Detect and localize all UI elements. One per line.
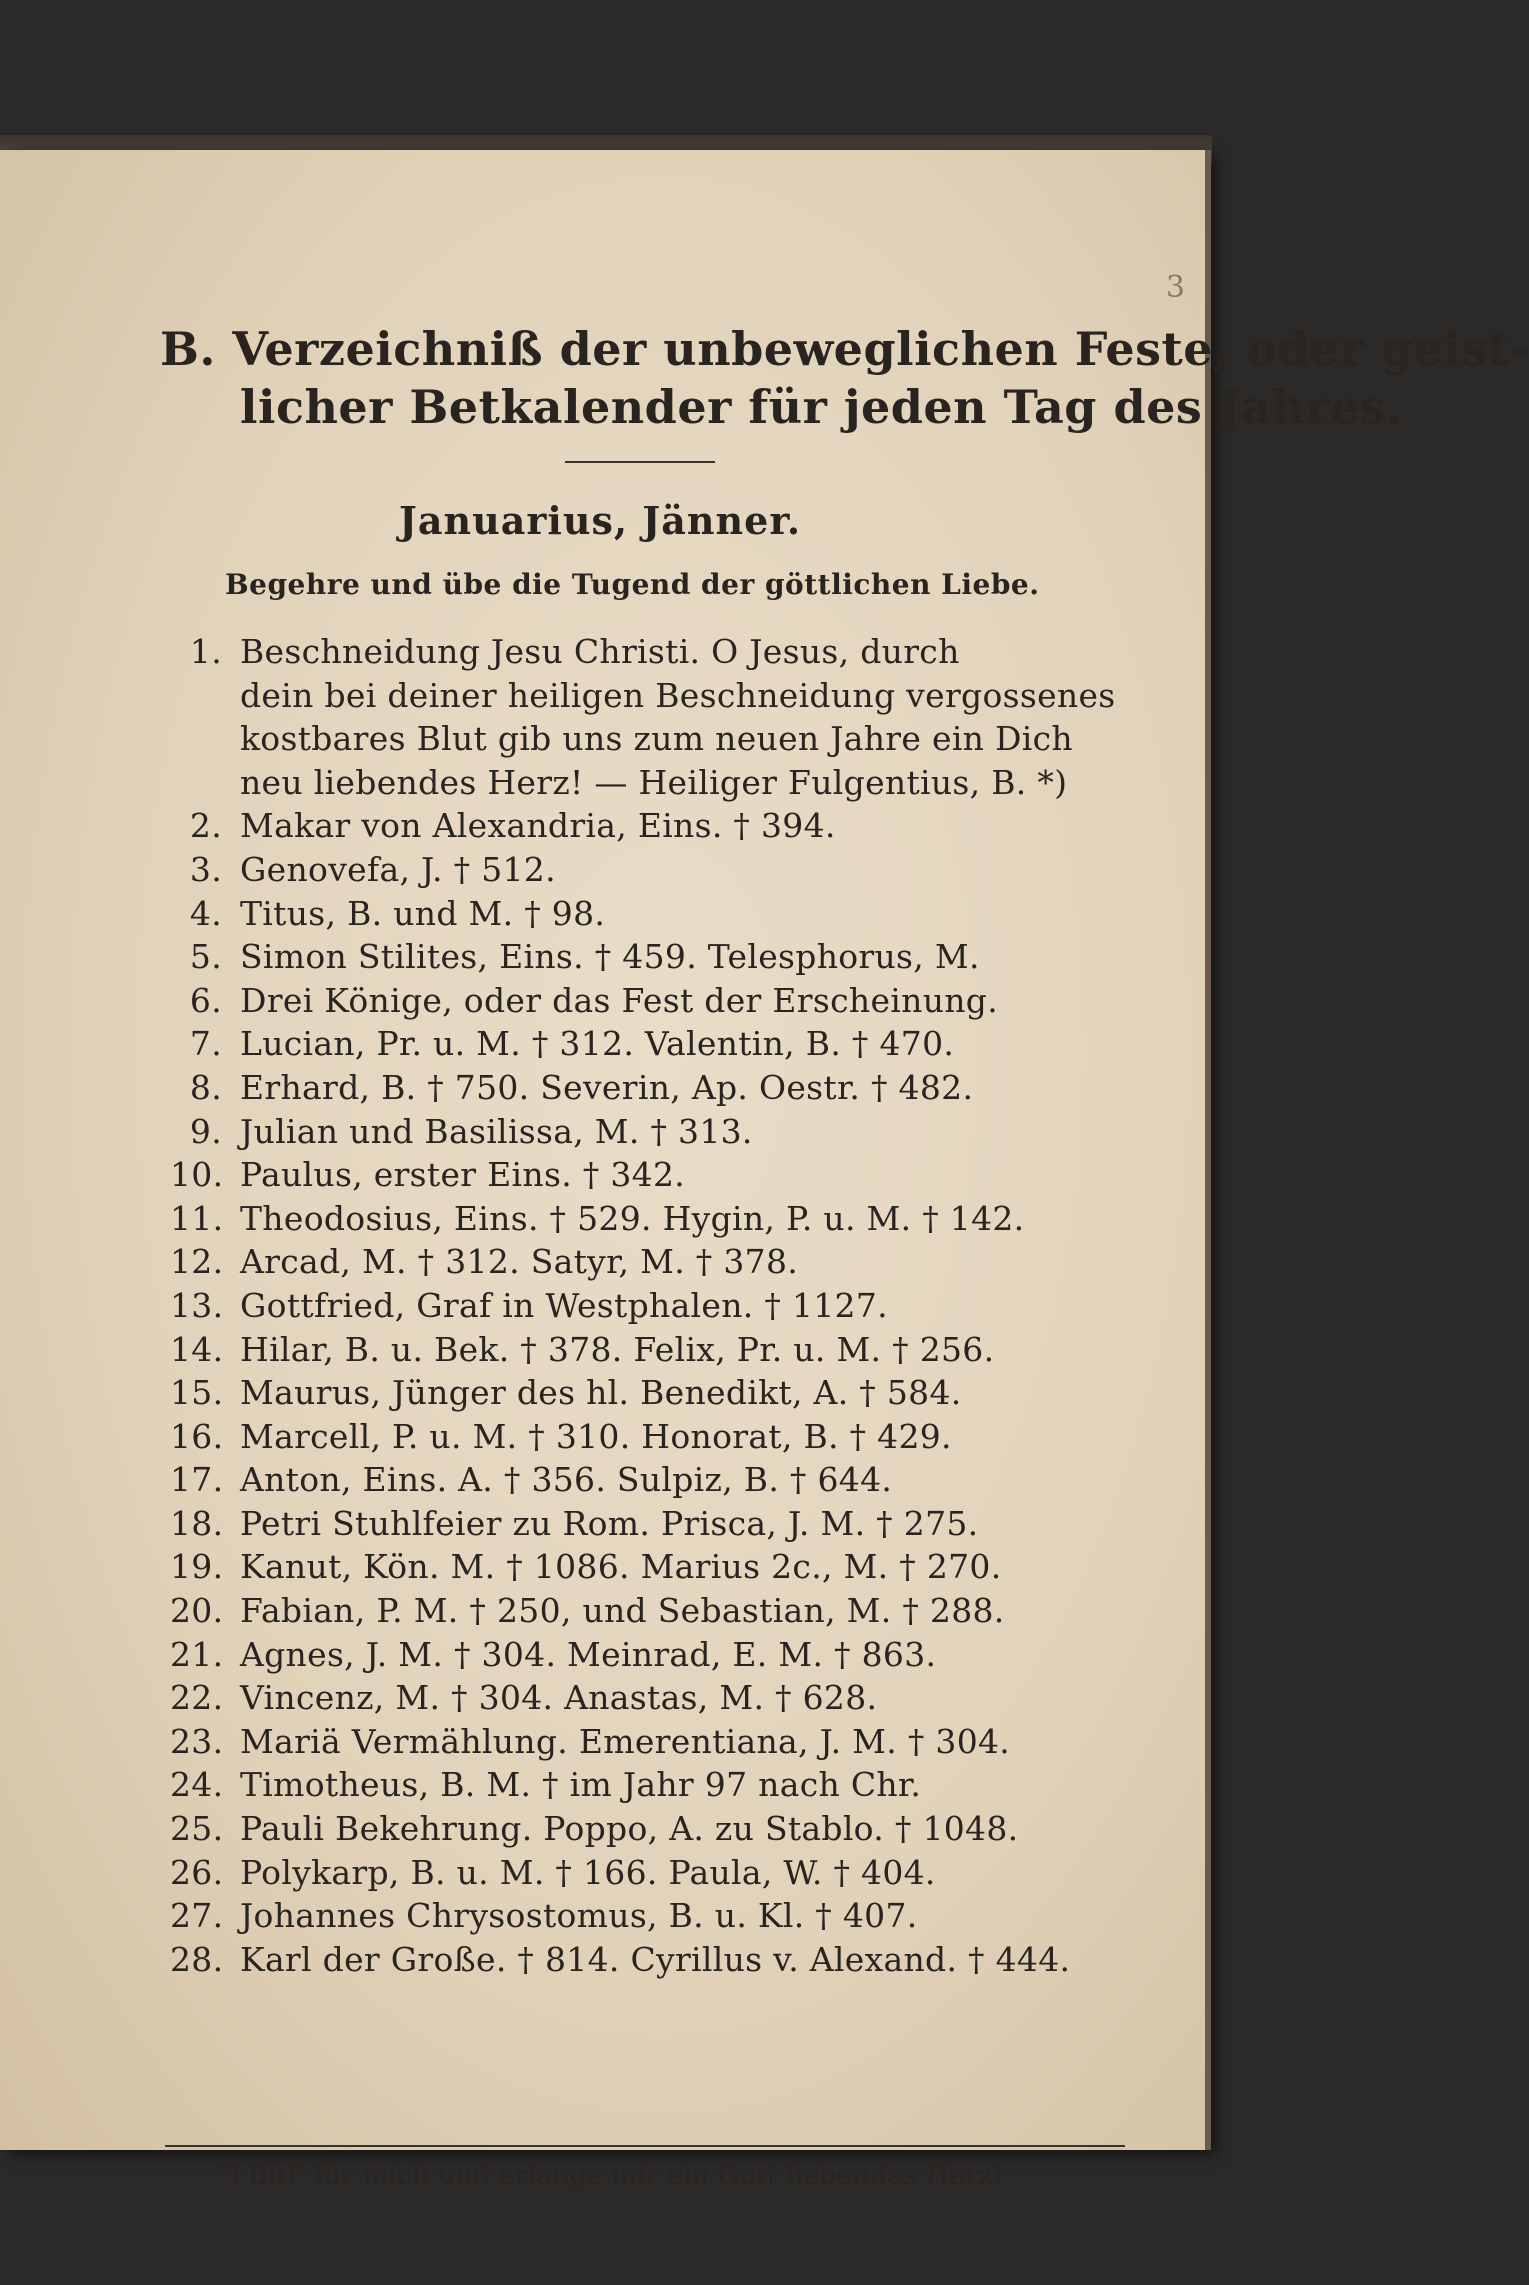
calendar-entry xyxy=(170,1371,1130,1415)
entry-text: Petri Stuhlfeier zu Rom. Prisca, J. M. † 275. xyxy=(240,1503,979,1543)
entry-text: Simon Stilites, Eins. † 459. Telesphorus, M. xyxy=(240,937,980,977)
entry-day-number: 21. xyxy=(170,1634,224,1674)
calendar-entry xyxy=(170,1328,1130,1372)
entry-text: Anton, Eins. A. † 356. Sulpiz, B. † 644. xyxy=(240,1460,893,1500)
entry-text: Vincenz, M. † 304. Anastas, M. † 628. xyxy=(240,1678,878,1718)
entry-day-number: 6. xyxy=(189,980,222,1020)
entry-text: Hilar, B. u. Bek. † 378. Felix, Pr. u. M. † 256. xyxy=(240,1329,995,1369)
calendar-entry xyxy=(170,935,1130,979)
entry-day-number: 17. xyxy=(170,1460,224,1500)
calendar-entry xyxy=(170,630,1130,674)
calendar-entry xyxy=(170,761,1130,805)
entry-text: kostbares Blut gib uns zum neuen Jahre ein Dich xyxy=(240,719,1073,759)
entry-day-number: 25. xyxy=(170,1809,224,1849)
footnote: *) Bitt' für mich und erlange mir ein Gott liebendes Herz! xyxy=(215,2160,1004,2191)
calendar-entry xyxy=(170,1153,1130,1197)
entry-text: Fabian, P. M. † 250, und Sebastian, M. † 288. xyxy=(240,1591,1005,1631)
heading-line-1: B. Verzeichniß der unbeweglichen Feste, oder geist- xyxy=(160,322,1529,376)
calendar-entry xyxy=(170,1284,1130,1328)
entry-day-number: 9. xyxy=(189,1111,222,1151)
entry-day-number: 28. xyxy=(170,1939,224,1979)
calendar-entry xyxy=(170,1022,1130,1066)
entry-day-number: 13. xyxy=(170,1285,224,1325)
entry-text: Timotheus, B. M. † im Jahr 97 nach Chr. xyxy=(240,1765,922,1805)
entry-day-number: 27. xyxy=(170,1896,224,1936)
entry-day-number: 23. xyxy=(170,1721,224,1761)
calendar-entry xyxy=(170,1633,1130,1677)
calendar-entry xyxy=(170,1240,1130,1284)
calendar-entry xyxy=(170,848,1130,892)
entry-text: Arcad, M. † 312. Satyr, M. † 378. xyxy=(240,1242,799,1282)
entry-day-number: 24. xyxy=(170,1765,224,1805)
calendar-entry xyxy=(170,674,1130,718)
entry-day-number: 2. xyxy=(189,806,222,846)
entry-day-number: 18. xyxy=(170,1503,224,1543)
calendar-entry xyxy=(170,1763,1130,1807)
calendar-entry xyxy=(170,1545,1130,1589)
entry-text: Polykarp, B. u. M. † 166. Paula, W. † 404. xyxy=(240,1852,936,1892)
calendar-entry xyxy=(170,1894,1130,1938)
entry-day-number: 12. xyxy=(170,1242,224,1282)
calendar-entry xyxy=(170,979,1130,1023)
entry-day-number: 4. xyxy=(189,893,222,933)
calendar-entry xyxy=(170,1676,1130,1720)
entry-text: Karl der Große. † 814. Cyrillus v. Alexand. † 444. xyxy=(240,1939,1071,1979)
book-page xyxy=(0,150,1529,2191)
calendar-entry xyxy=(170,1807,1130,1851)
page-number-mark: 3 xyxy=(1165,270,1185,305)
calendar-entry xyxy=(170,717,1130,761)
month-title: Januarius, Jänner. xyxy=(398,498,802,543)
entry-day-number: 1. xyxy=(189,632,222,671)
entry-day-number: 20. xyxy=(170,1591,224,1631)
entry-text: Makar von Alexandria, Eins. † 394. xyxy=(240,806,836,846)
entry-text: Gottfried, Graf in Westphalen. † 1127. xyxy=(240,1285,888,1325)
entry-text: Mariä Vermählung. Emerentiana, J. M. † 304. xyxy=(240,1721,1011,1761)
entry-text: Erhard, B. † 750. Severin, Ap. Oestr. † 482. xyxy=(240,1067,974,1107)
entry-text: dein bei deiner heiligen Beschneidung vergossenes xyxy=(240,675,1116,715)
entry-text: Marcell, P. u. M. † 310. Honorat, B. † 429. xyxy=(240,1416,952,1456)
calendar-entry xyxy=(170,1851,1130,1895)
entry-text: Genovefa, J. † 512. xyxy=(240,849,556,889)
entry-text: Beschneidung Jesu Christi. O Jesus, durch xyxy=(240,632,960,671)
entry-day-number: 11. xyxy=(170,1198,224,1238)
month-motto: Begehre und übe die Tugend der göttlichen Liebe. xyxy=(225,568,1040,601)
section-heading xyxy=(160,320,1529,436)
entry-text: Drei Könige, oder das Fest der Erscheinung. xyxy=(240,980,999,1020)
entry-day-number: 26. xyxy=(170,1852,224,1892)
entry-day-number: 15. xyxy=(170,1373,224,1413)
entry-day-number: 7. xyxy=(189,1024,222,1064)
entry-text: Agnes, J. M. † 304. Meinrad, E. M. † 863. xyxy=(240,1634,937,1674)
entry-text: Julian und Basilissa, M. † 313. xyxy=(240,1111,753,1151)
divider-rule xyxy=(565,461,715,463)
entry-text: Pauli Bekehrung. Poppo, A. zu Stablo. † 1048. xyxy=(240,1809,1019,1849)
calendar-entry xyxy=(170,1415,1130,1459)
entry-day-number: 14. xyxy=(170,1329,224,1369)
calendar-entry xyxy=(170,1938,1130,1982)
footnote-rule xyxy=(165,2145,1125,2147)
entry-day-number: 8. xyxy=(189,1067,222,1107)
calendar-entry xyxy=(170,1066,1130,1110)
entry-day-number: 5. xyxy=(189,937,222,977)
calendar-entry xyxy=(170,892,1130,936)
entry-text: Johannes Chrysostomus, B. u. Kl. † 407. xyxy=(240,1896,918,1936)
entry-text: Maurus, Jünger des hl. Benedikt, A. † 584. xyxy=(240,1373,962,1413)
entry-text: neu liebendes Herz! — Heiliger Fulgentius, B. *) xyxy=(240,762,1068,802)
calendar-entry xyxy=(170,804,1130,848)
entry-text: Paulus, erster Eins. † 342. xyxy=(240,1155,686,1195)
entry-day-number: 19. xyxy=(170,1547,224,1587)
entry-day-number: 3. xyxy=(189,849,222,889)
calendar-entry xyxy=(170,1458,1130,1502)
calendar-entry xyxy=(170,1197,1130,1241)
entry-day-number: 10. xyxy=(170,1155,224,1195)
entry-day-number: 16. xyxy=(170,1416,224,1456)
calendar-entries xyxy=(170,630,1130,1981)
entry-day-number: 22. xyxy=(170,1678,224,1718)
calendar-entry xyxy=(170,1589,1130,1633)
entry-text: Titus, B. und M. † 98. xyxy=(240,893,606,933)
heading-line-2: licher Betkalender für jeden Tag des Jahres. xyxy=(240,380,1403,434)
calendar-entry xyxy=(170,1502,1130,1546)
entry-text: Theodosius, Eins. † 529. Hygin, P. u. M. † 142. xyxy=(240,1198,1025,1238)
calendar-entry xyxy=(170,1110,1130,1154)
entry-text: Lucian, Pr. u. M. † 312. Valentin, B. † 470. xyxy=(240,1024,955,1064)
calendar-entry xyxy=(170,1720,1130,1764)
entry-text: Kanut, Kön. M. † 1086. Marius 2c., M. † 270. xyxy=(240,1547,1002,1587)
